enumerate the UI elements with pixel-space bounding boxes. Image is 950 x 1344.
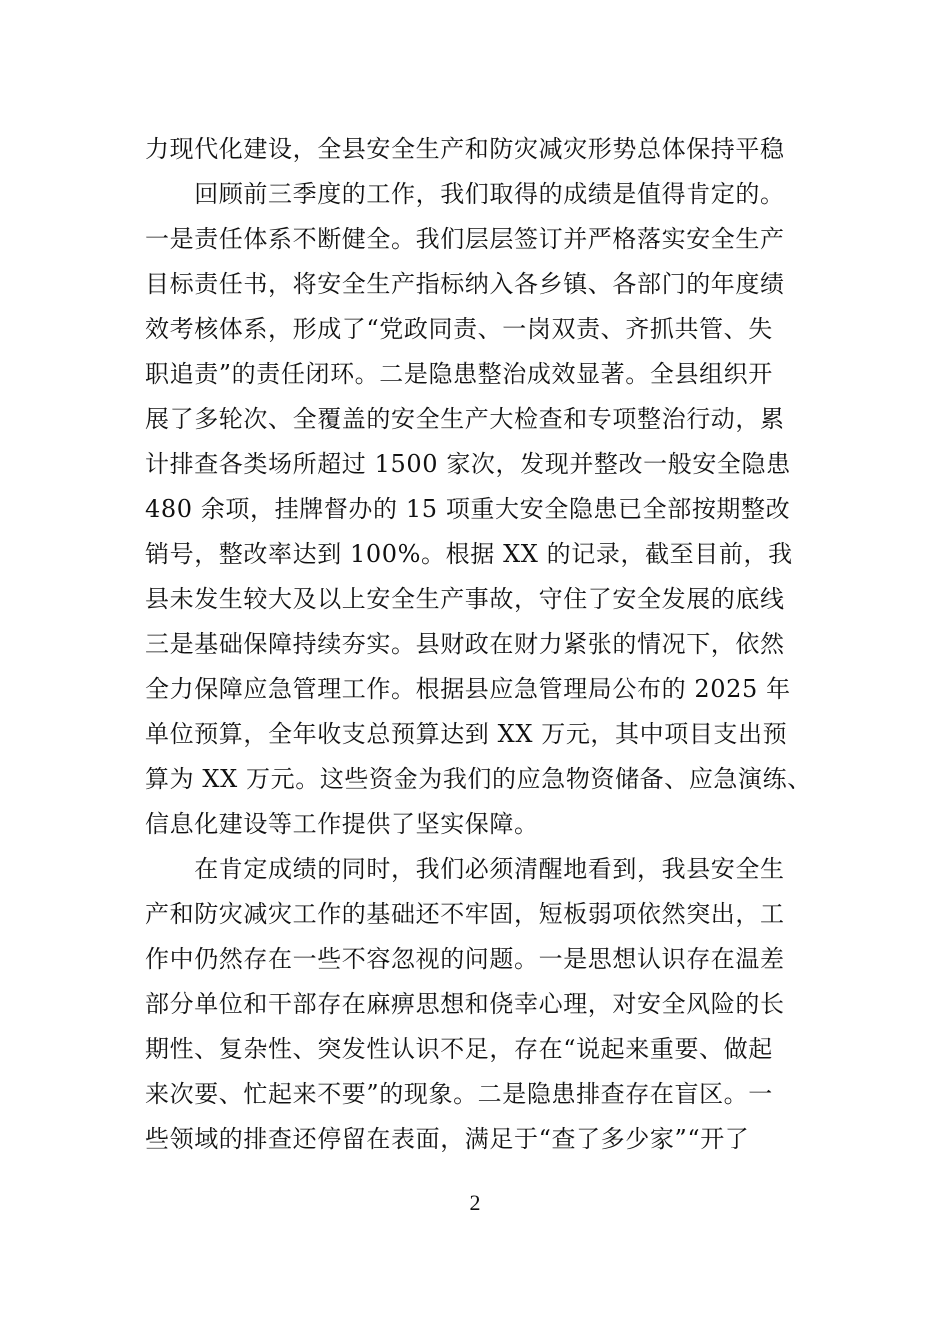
text-line: 期性、复杂性、突发性认识不足，存在“说起来重要、做起 [145,1035,773,1063]
text-line: 目标责任书，将安全生产指标纳入各乡镇、各部门的年度绩 [145,270,785,298]
text-line: 部分单位和干部存在麻痹思想和侥幸心理，对安全风险的长 [145,990,785,1018]
text-line: 回顾前三季度的工作，我们取得的成绩是值得肯定的。 [145,180,785,208]
text-line: 销号，整改率达到 100%。根据 XX 的记录，截至目前，我 [145,540,793,568]
text-line: 力现代化建设，全县安全生产和防灾减灾形势总体保持平稳 [145,135,785,163]
text-line: 产和防灾减灾工作的基础还不牢固，短板弱项依然突出，工 [145,900,785,928]
text-line: 效考核体系，形成了“党政同责、一岗双责、齐抓共管、失 [145,315,773,343]
text-line: 在肯定成绩的同时，我们必须清醒地看到，我县安全生 [145,855,785,883]
text-line: 职追责”的责任闭环。二是隐患整治成效显著。全县组织开 [145,360,773,388]
text-line: 展了多轮次、全覆盖的安全生产大检查和专项整治行动，累 [145,405,785,433]
text-line: 县未发生较大及以上安全生产事故，守住了安全发展的底线 [145,585,785,613]
text-line: 全力保障应急管理工作。根据县应急管理局公布的 2025 年 [145,675,791,703]
text-line: 算为 XX 万元。这些资金为我们的应急物资储备、应急演练、 [145,765,812,793]
page-number: 2 [469,1190,481,1215]
text-line: 计排查各类场所超过 1500 家次，发现并整改一般安全隐患 [145,450,791,478]
text-line: 作中仍然存在一些不容忽视的问题。一是思想认识存在温差 [145,945,785,973]
text-line: 来次要、忙起来不要”的现象。二是隐患排查存在盲区。一 [145,1080,773,1108]
text-line: 单位预算，全年收支总预算达到 XX 万元，其中项目支出预 [145,720,788,748]
text-line: 一是责任体系不断健全。我们层层签订并严格落实安全生产 [145,225,785,253]
text-line: 信息化建设等工作提供了坚实保障。 [145,810,539,838]
text-line: 些领域的排查还停留在表面，满足于“查了多少家”“开了 [145,1125,750,1153]
text-line: 三是基础保障持续夯实。县财政在财力紧张的情况下，依然 [145,630,785,658]
text-line: 480 余项，挂牌督办的 15 项重大安全隐患已全部按期整改 [145,495,791,523]
